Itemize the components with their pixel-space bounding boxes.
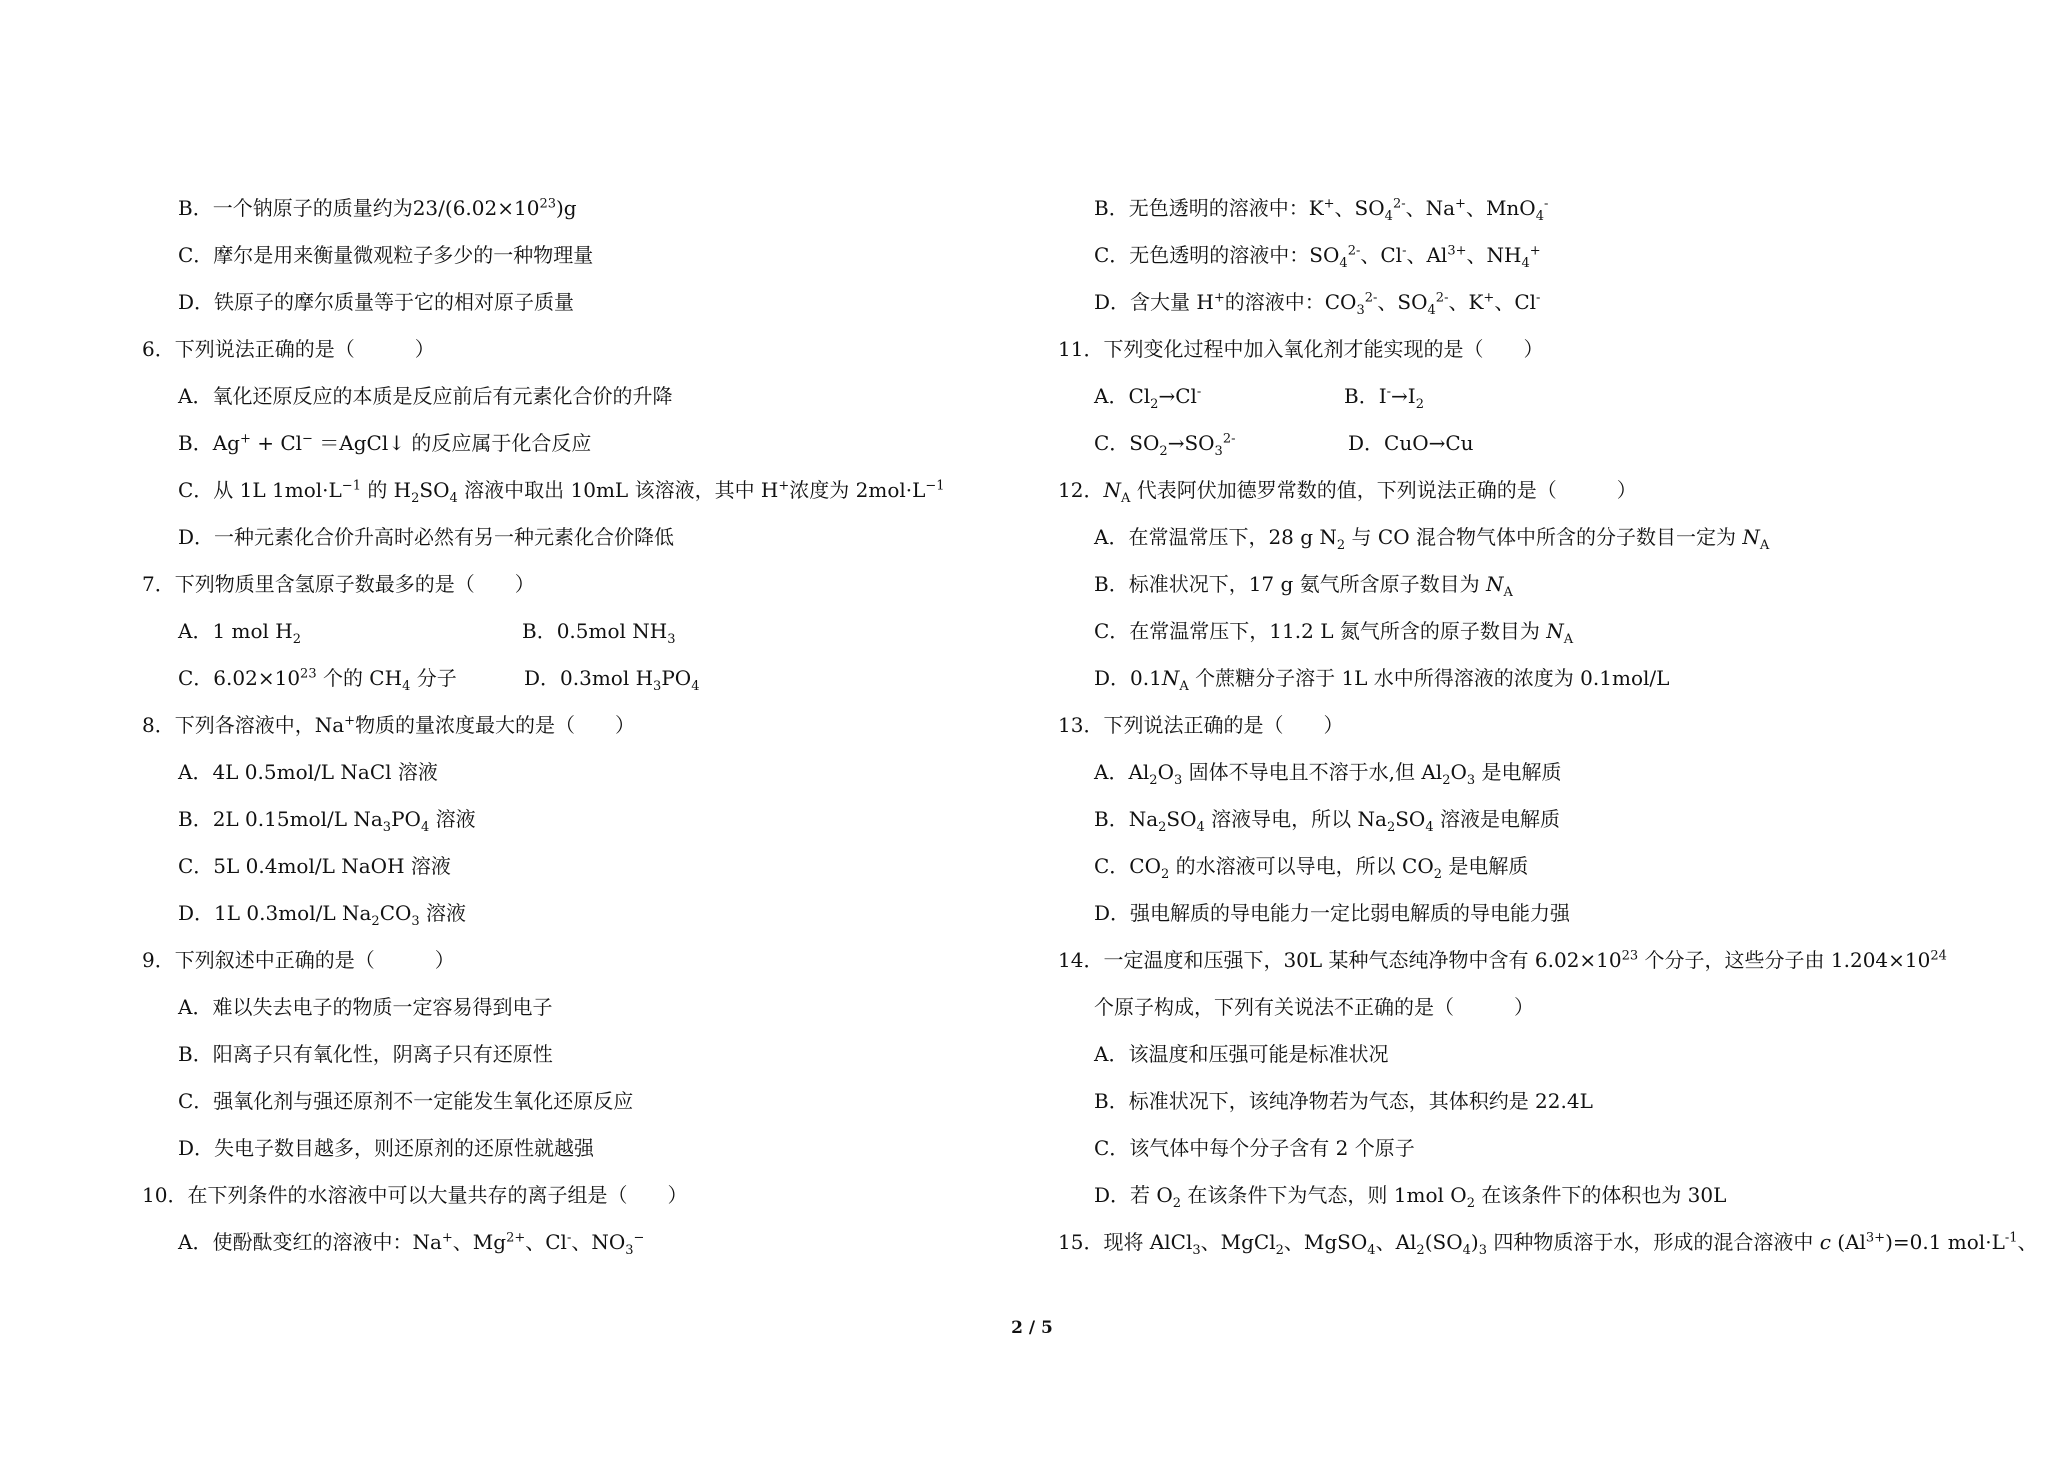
q14-stem-line1: 14．一定温度和压强下，30L 某种气态纯净物中含有 $6.02\times 10^{23}$ 个分子，这些分子由 $1.204\times 10^{24}$: [1058, 948, 1947, 972]
q13-option-b: B．$Na_2SO_4$ 溶液导电，所以 $Na_2SO_4$ 溶液是电解质: [1094, 807, 1560, 835]
q7-options-cd: [142, 655, 1002, 702]
q9-option-c: C．强氧化剂与强还原剂不一定能发生氧化还原反应: [178, 1089, 634, 1113]
q14-option-d: D．若 $O_2$ 在该条件下为气态，则 1mol $O_2$ 在该条件下的体积也为 30L: [1094, 1183, 1727, 1211]
q12-option-b: B．标准状况下，17 g 氨气所含原子数目为 $N_A$: [1094, 572, 1513, 600]
q9-stem: 9．下列叙述中正确的是（ ）: [142, 948, 455, 972]
q8-option-a: A．4L 0.5mol/L NaCl 溶液: [178, 760, 438, 784]
q6-option-c: C．从 1L $1mol\cdot L^{-1}$ 的 $H_2SO_4$ 溶液中取出 10mL 该溶液，其中 H+浓度为 $2mol\cdot L^{-1}$: [178, 478, 945, 506]
q9-option-b: B．阳离子只有氧化性，阴离子只有还原性: [178, 1042, 553, 1066]
q10-option-d: D．含大量 H+的溶液中：$CO_3^{2-}$、$SO_4^{2-}$、K+、Cl-: [1094, 290, 1541, 318]
q10-stem: 10．在下列条件的水溶液中可以大量共存的离子组是（ ）: [142, 1183, 688, 1207]
q14-option-c: C．该气体中每个分子含有 2 个原子: [1094, 1136, 1415, 1160]
q6-option-d: D．一种元素化合价升高时必然有另一种元素化合价降低: [178, 525, 675, 549]
q11-option-c: C．$SO_2\to SO_3^{2-}$: [1094, 431, 1236, 459]
q11-options-cd: [1058, 420, 1958, 467]
q7-stem: 7．下列物质里含氢原子数最多的是（ ）: [142, 572, 535, 596]
q8-option-d: D．1L 0.3mol/L $Na_2CO_3$ 溶液: [178, 901, 467, 929]
q13-option-c: C．$CO_2$ 的水溶液可以导电，所以 $CO_2$ 是电解质: [1094, 854, 1529, 882]
q11-option-d: D．CuO→Cu: [1348, 431, 1474, 455]
q11-options-ab: [1058, 373, 1958, 420]
q12-stem: 12．$N_A$ 代表阿伏加德罗常数的值，下列说法正确的是（ ）: [1058, 478, 1637, 506]
q8-option-b: B．2L 0.15mol/L $Na_3PO_4$ 溶液: [178, 807, 476, 835]
q11-stem: 11．下列变化过程中加入氧化剂才能实现的是（ ）: [1058, 337, 1544, 361]
q7-option-c: C．$6.02\times 10^{23}$ 个的 $CH_4$ 分子: [178, 666, 457, 694]
q5-option-b: B．一个钠原子的质量约为$23/(6.02\times 10^{23})g$: [178, 196, 577, 220]
q14-stem-line2: 个原子构成，下列有关说法不正确的是（ ）: [1094, 995, 1534, 1019]
q7-option-b: B．0.5mol $NH_3$: [522, 619, 676, 647]
q14-option-a: A．该温度和压强可能是标准状况: [1094, 1042, 1389, 1066]
left-column: [142, 185, 1002, 1266]
q13-stem: 13．下列说法正确的是（ ）: [1058, 713, 1344, 737]
q12-option-c: C．在常温常压下，11.2 L 氮气所含的原子数目为 $N_A$: [1094, 619, 1574, 647]
q9-option-a: A．难以失去电子的物质一定容易得到电子: [178, 995, 553, 1019]
q15-stem: 15．现将 AlCl$_3$、MgCl$_2$、MgSO$_4$、$Al_2(SO_4)_3$ 四种物质溶于水，形成的混合溶液中 c $(Al^{3+})=0.1$ $mol\cdot L^{-1}$、: [1058, 1230, 2038, 1258]
q12-option-a: A．在常温常压下，28 g $N_2$ 与 CO 混合物气体中所含的分子数目一定为 $N_A$: [1094, 525, 1770, 553]
q14-option-b: B．标准状况下，该纯净物若为气态，其体积约是 22.4L: [1094, 1089, 1593, 1113]
q6-stem: 6．下列说法正确的是（ ）: [142, 337, 435, 361]
page-number: 2 / 5: [1011, 1318, 1053, 1338]
q8-option-c: C．5L 0.4mol/L NaOH 溶液: [178, 854, 451, 878]
right-column: [1058, 185, 2038, 1266]
q7-option-a: A．1 mol $H_2$: [178, 619, 302, 647]
q13-option-d: D．强电解质的导电能力一定比弱电解质的导电能力强: [1094, 901, 1571, 925]
q10-option-b: B．无色透明的溶液中：K+、$SO_4^{2-}$、Na+、MnO$_4$-: [1094, 196, 1549, 224]
q7-option-d: D．0.3mol $H_3PO_4$: [524, 666, 700, 694]
q8-stem: 8．下列各溶液中，Na+物质的量浓度最大的是（ ）: [142, 713, 636, 737]
q11-option-b: B．$I^-\to I_2$: [1344, 384, 1424, 412]
q5-option-c: C．摩尔是用来衡量微观粒子多少的一种物理量: [178, 243, 594, 267]
q6-option-b: B．Ag+ + Cl− ＝AgCl↓ 的反应属于化合反应: [178, 431, 592, 455]
q5-option-d: D．铁原子的摩尔质量等于它的相对原子质量: [178, 290, 575, 314]
q10-option-a: A．使酚酞变红的溶液中：Na+、$Mg^{2+}$、Cl-、$NO_3^-$: [178, 1230, 645, 1258]
q6-option-a: A．氧化还原反应的本质是反应前后有元素化合价的升降: [178, 384, 673, 408]
q12-option-d: D．$0.1N_A$ 个蔗糖分子溶于 1L 水中所得溶液的浓度为 0.1mol/L: [1094, 666, 1670, 694]
q10-option-c: C．无色透明的溶液中：$SO_4^{2-}$、Cl-、$Al^{3+}$、$NH_4^+$: [1094, 243, 1541, 271]
q13-option-a: A．$Al_2O_3$ 固体不导电且不溶于水,但 $Al_2O_3$ 是电解质: [1094, 760, 1562, 788]
q7-options-ab: [142, 608, 1002, 655]
q9-option-d: D．失电子数目越多，则还原剂的还原性就越强: [178, 1136, 595, 1160]
q11-option-a: A．$Cl_2\to Cl^-$: [1094, 384, 1202, 412]
